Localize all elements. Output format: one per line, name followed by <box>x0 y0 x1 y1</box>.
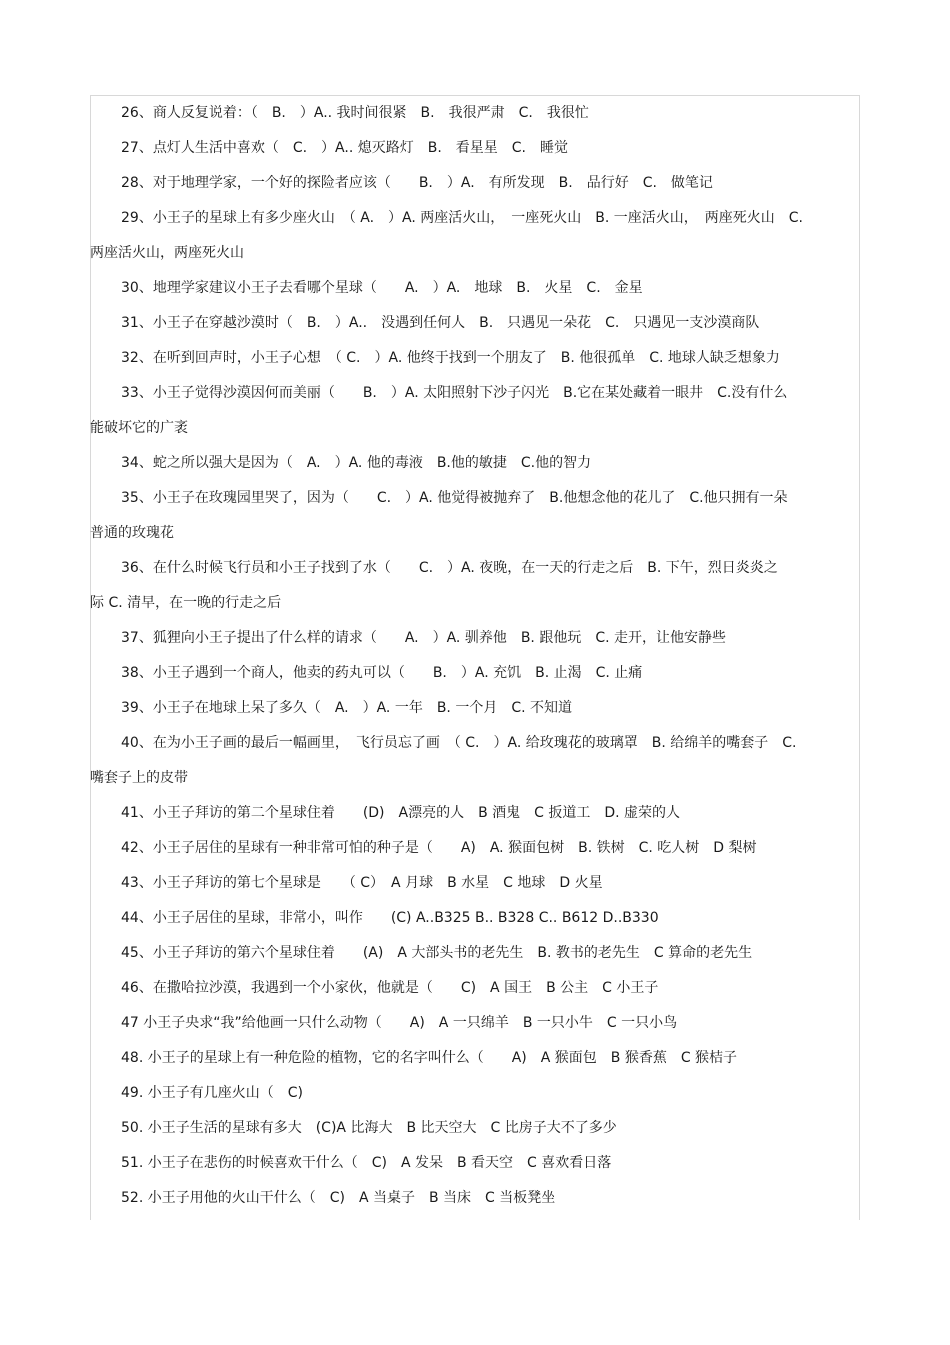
question-item <box>90 1076 860 1111</box>
question-text: 47 小王子央求“我”给他画一只什么动物（ A) A 一只绵羊 B 一只小牛 C 一只小鸟 <box>121 1015 678 1031</box>
question-text: 39、小王子在地球上呆了多久（ A. ）A. 一年 B. 一个月 C. 不知道 <box>121 700 573 716</box>
question-item <box>90 201 860 271</box>
question-text: 31、小王子在穿越沙漠时（ B. ）A.. 没遇到任何人 B. 只遇见一朵花 C. 只遇见一支沙漠商队 <box>121 315 760 331</box>
question-text-continued: 能破坏它的广袤 <box>90 420 188 436</box>
question-text: 28、对于地理学家，一个好的探险者应该（ B. ）A. 有所发现 B. 品行好 C. 做笔记 <box>121 175 713 191</box>
question-text: 30、地理学家建议小王子去看哪个星球（ A. ）A. 地球 B. 火星 C. 金星 <box>121 280 643 296</box>
question-text: 29、小王子的星球上有多少座火山 （ A. ）A. 两座活火山， 一座死火山 B. 一座活火山， 两座死火山 C. <box>121 210 804 226</box>
question-item <box>90 551 860 621</box>
question-text: 45、小王子拜访的第六个星球住着 (A) A 大部头书的老先生 B. 教书的老先生 C 算命的老先生 <box>121 945 753 961</box>
question-item <box>90 1146 860 1181</box>
question-item <box>90 691 860 726</box>
question-item <box>90 901 860 936</box>
question-item <box>90 96 860 131</box>
question-text-continued: 嘴套子上的皮带 <box>90 770 188 786</box>
question-text: 35、小王子在玫瑰园里哭了，因为（ C. ）A. 他觉得被抛弃了 B.他想念他的花儿了 C.他只拥有一朵 <box>121 490 788 506</box>
question-item <box>90 376 860 446</box>
question-text: 46、在撒哈拉沙漠，我遇到一个小家伙，他就是（ C) A 国王 B 公主 C 小王子 <box>121 980 659 996</box>
question-text: 37、狐狸向小王子提出了什么样的请求（ A. ）A. 驯养他 B. 跟他玩 C. 走开，让他安静些 <box>121 630 727 646</box>
question-text: 26、商人反复说着：（ B. ）A.. 我时间很紧 B. 我很严肃 C. 我很忙 <box>121 105 589 121</box>
question-text: 42、小王子居住的星球有一种非常可怕的种子是（ A) A. 猴面包树 B. 铁树 C. 吃人树 D 梨树 <box>121 840 757 856</box>
question-item <box>90 1006 860 1041</box>
question-text: 33、小王子觉得沙漠因何而美丽（ B. ）A. 太阳照射下沙子闪光 B.它在某处藏着一眼井 C.没有什么 <box>121 385 788 401</box>
question-text: 43、小王子拜访的第七个星球是 （ C） A 月球 B 水星 C 地球 D 火星 <box>121 875 603 891</box>
question-item <box>90 341 860 376</box>
question-text: 44、小王子居住的星球，非常小，叫作 (C) A..B325 B.. B328 C.. B612 D..B330 <box>121 910 659 926</box>
question-text: 36、在什么时候飞行员和小王子找到了水（ C. ）A. 夜晚，在一天的行走之后 B. 下午，烈日炎炎之 <box>121 560 778 576</box>
question-text: 41、小王子拜访的第二个星球住着 (D) A漂亮的人 B 酒鬼 C 扳道工 D. 虚荣的人 <box>121 805 681 821</box>
question-item <box>90 726 860 796</box>
question-item <box>90 971 860 1006</box>
question-text: 48. 小王子的星球上有一种危险的植物，它的名字叫什么（ A) A 猴面包 B 猴香蕉 C 猴桔子 <box>121 1050 738 1066</box>
question-item <box>90 831 860 866</box>
question-item <box>90 621 860 656</box>
question-text: 32、在听到回声时，小王子心想 （ C. ）A. 他终于找到一个朋友了 B. 他很孤单 C. 地球人缺乏想象力 <box>121 350 780 366</box>
question-text-continued: 普通的玫瑰花 <box>90 525 174 541</box>
question-item <box>90 271 860 306</box>
question-item <box>90 1111 860 1146</box>
question-text-continued: 两座活火山，两座死火山 <box>90 245 244 261</box>
question-text: 50. 小王子生活的星球有多大 (C)A 比海大 B 比天空大 C 比房子大不了多少 <box>121 1120 617 1136</box>
question-text: 51. 小王子在悲伤的时候喜欢干什么（ C) A 发呆 B 看天空 C 喜欢看日落 <box>121 1155 612 1171</box>
question-item <box>90 1181 860 1216</box>
question-item <box>90 936 860 971</box>
question-text-continued: 际 C. 清早，在一晚的行走之后 <box>90 595 282 611</box>
question-text: 40、在为小王子画的最后一幅画里， 飞行员忘了画 （ C. ）A. 给玫瑰花的玻璃罩 B. 给绵羊的嘴套子 C. <box>121 735 797 751</box>
question-item <box>90 306 860 341</box>
question-item <box>90 796 860 831</box>
question-item <box>90 446 860 481</box>
question-item <box>90 866 860 901</box>
question-text: 38、小王子遇到一个商人，他卖的药丸可以（ B. ）A. 充饥 B. 止渴 C. 止痛 <box>121 665 643 681</box>
question-item <box>90 1041 860 1076</box>
question-item <box>90 656 860 691</box>
question-text: 34、蛇之所以强大是因为（ A. ）A. 他的毒液 B.他的敏捷 C.他的智力 <box>121 455 592 471</box>
question-item <box>90 166 860 201</box>
question-list <box>90 96 860 1216</box>
question-item <box>90 131 860 166</box>
question-item <box>90 481 860 551</box>
question-text: 49. 小王子有几座火山（ C) <box>121 1085 303 1101</box>
question-text: 27、点灯人生活中喜欢（ C. ）A.. 熄灭路灯 B. 看星星 C. 睡觉 <box>121 140 569 156</box>
question-text: 52. 小王子用他的火山干什么（ C) A 当桌子 B 当床 C 当板凳坐 <box>121 1190 556 1206</box>
